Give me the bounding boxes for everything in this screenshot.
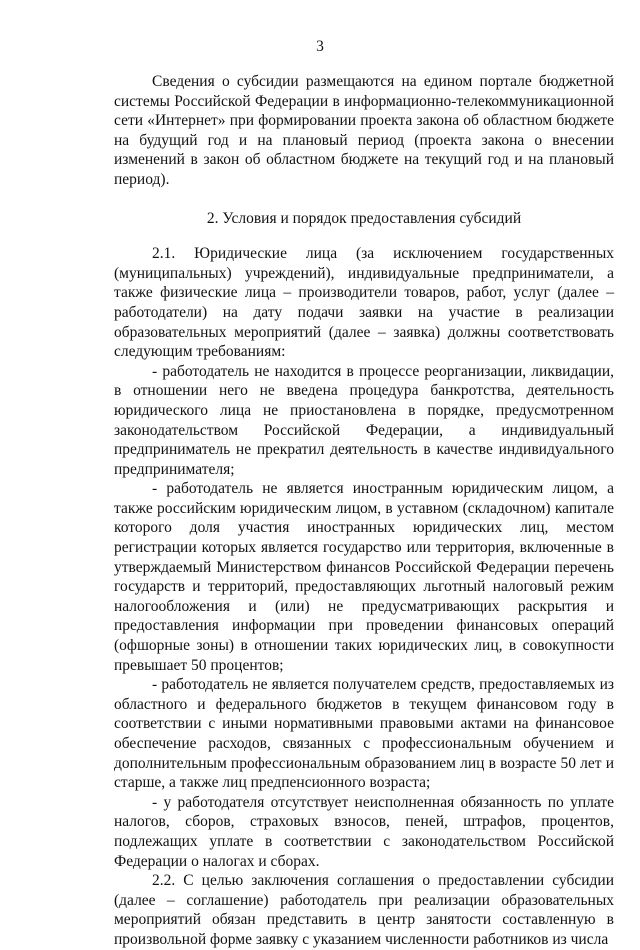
document-body <box>114 72 614 950</box>
paragraph-subsidy-info: Сведения о субсидии размещаются на едином портале бюджетной системы Российской Федерации в информационно-телекоммуникационной сети «Интернет» при формировании проекта закона об областном бюджете на будущий год и на плановый период (проекта закона о внесении изменений в закон об областном бюджете на текущий год и на плановый период). <box>114 73 614 188</box>
requirement-item-foreign-entity: - работодатель не является иностранным юридическим лицом, а также российским юридическим лицом, в уставном (складочном) капитале которого доля участия иностранных юридических лиц, местом регистрации которых является государство или территория, включенные в утверждаемый Министерством финансов Российской Федерации перечень государств и территорий, предоставляющих льготный налоговый режим налогообложения и (или) не предусматривающих раскрытия и предоставления информации при проведении финансовых операций (офшорные зоны) в отношении таких юридических лиц, в совокупности превышает 50 процентов; <box>114 480 614 674</box>
paragraph-2-2: 2.2. С целью заключения соглашения о предоставлении субсидии (далее – соглашение) работодатель при реализации образовательных мероприятий обязан представить в центр занятости составленную в произвольной форме заявку с указанием численности работников из числа <box>114 872 614 948</box>
requirement-item-reorganization: - работодатель не находится в процессе реорганизации, ликвидации, в отношении него не введена процедура банкротства, деятельность юридического лица не приостановлена в порядке, предусмотренном законодательством Российской Федерации, а индивидуальный предприниматель не прекратил деятельность в качестве индивидуального предпринимателя; <box>114 362 614 478</box>
page-number: 3 <box>316 38 324 55</box>
paragraph-2-1: 2.1. Юридические лица (за исключением государственных (муниципальных) учреждений), индивидуальные предприниматели, а также физические лица – производители товаров, работ, услуг (далее – работодатели) на дату подачи заявки на участие в реализации образовательных мероприятий (далее – заявка) должны соответствовать следующим требованиям: <box>114 245 614 361</box>
requirement-item-tax-obligations: - у работодателя отсутствует неисполненная обязанность по уплате налогов, сборов, страховых взносов, пеней, штрафов, процентов, подлежащих уплате в соответствии с законодательством Российской Федерации о налогах и сборах. <box>114 793 614 870</box>
requirement-item-budget-funds: - работодатель не является получателем средств, предоставляемых из областного и федерального бюджетов в текущем финансовом году в соответствии с иными нормативными правовыми актами на финансовое обеспечение расходов, связанных с профессиональным обучением и дополнительным профессиональным образованием лиц в возрасте 50 лет и старше, а также лиц предпенсионного возраста; <box>114 676 614 792</box>
section-heading: 2. Условия и порядок предоставления субсидий <box>206 209 522 227</box>
